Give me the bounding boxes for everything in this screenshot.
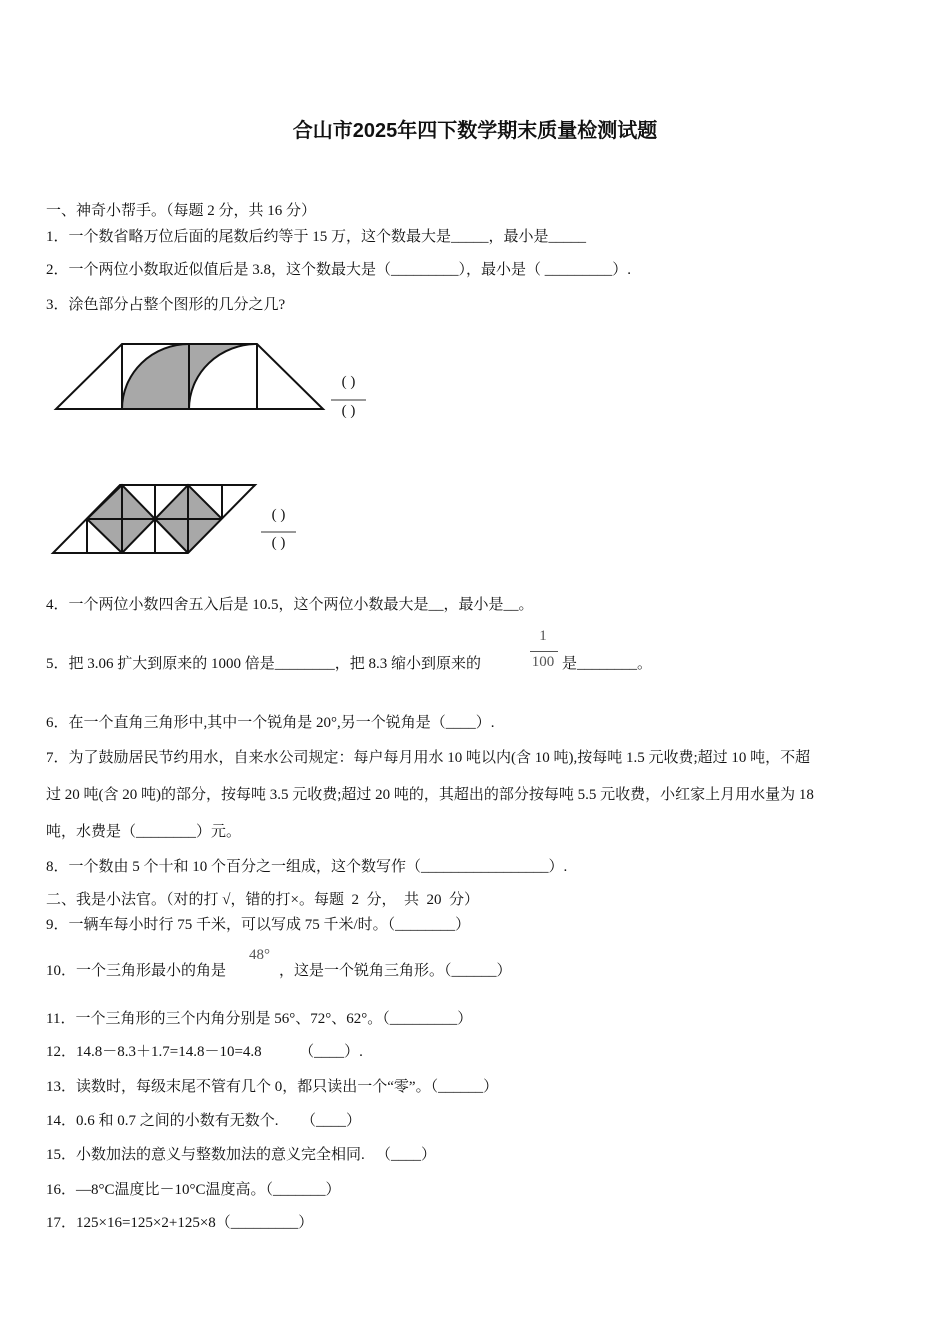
question-17: 17．125×16=125×2+125×8（_________）	[46, 1215, 314, 1231]
fraction-denominator: 100	[531, 654, 555, 670]
question-7-line-2: 过 20 吨(含 20 吨)的部分，按每吨 3.5 元收费;超过 20 吨的，其超出的部分按每吨 5.5 元收费，小红家上月用水量为 18	[46, 787, 814, 803]
question-4: 4．一个两位小数四舍五入后是 10.5，这个两位小数最大是__，最小是__。	[46, 597, 534, 613]
angle-48: 48°	[249, 947, 270, 963]
question-10-part-a: 10．一个三角形最小的角是	[46, 963, 227, 979]
question-10-part-b: ，这是一个锐角三角形。（______）	[279, 963, 512, 979]
figure-parallelogram-shaded	[0, 0, 950, 600]
question-7-line-1: 7．为了鼓励居民节约用水，自来水公司规定：每户每月用水 10 吨以内(含 10 吨),按每吨 1.5 元收费;超过 10 吨，不超	[46, 750, 811, 766]
question-12: 12．14.8－8.3＋1.7=14.8－10=4.8 （____）.	[46, 1044, 363, 1060]
question-16: 16．—8°C温度比－10°C温度高。（_______）	[46, 1182, 341, 1198]
question-11: 11．一个三角形的三个内角分别是 56°、72°、62°。（_________）	[46, 1011, 473, 1027]
section-1-heading: 一、神奇小帮手。（每题 2 分，共 16 分）	[46, 203, 317, 219]
fraction-2-denominator[interactable]: ( )	[271, 535, 286, 551]
question-3: 3．涂色部分占整个图形的几分之几?	[46, 297, 286, 313]
question-9: 9．一辆车每小时行 75 千米，可以写成 75 千米/时。（________）	[46, 917, 471, 933]
question-8: 8．一个数由 5 个十和 10 个百分之一组成，这个数写作（_________________）.	[46, 859, 568, 875]
question-2: 2．一个两位小数取近似值后是 3.8，这个数最大是（_________），最小是（ _________）.	[46, 262, 632, 278]
question-14: 14．0.6 和 0.7 之间的小数有无数个. （____）	[46, 1113, 362, 1129]
fraction-1-denominator[interactable]: ( )	[341, 403, 356, 419]
question-1: 1．一个数省略万位后面的尾数后约等于 15 万，这个数最大是_____，最小是_____	[46, 229, 587, 245]
question-5-part-b: 是________。	[562, 656, 653, 672]
question-10	[46, 961, 226, 981]
fraction-2-numerator[interactable]: ( )	[271, 507, 286, 523]
question-6: 6．在一个直角三角形中,其中一个锐角是 20°,另一个锐角是（____）.	[46, 715, 495, 731]
question-7-line-3: 吨，水费是（________）元。	[46, 824, 242, 840]
question-5-part-a: 5．把 3.06 扩大到原来的 1000 倍是________，把 8.3 缩小到原来的	[46, 656, 482, 672]
question-13: 13．读数时，每级末尾不管有几个 0，都只读出一个“零”。（______）	[46, 1079, 499, 1095]
fraction-bar	[530, 651, 558, 652]
page-title: 合山市2025年四下数学期末质量检测试题	[292, 120, 658, 142]
fraction-numerator: 1	[539, 628, 547, 644]
section-2-heading: 二、我是小法官。（对的打 √，错的打×。每题 2 分， 共 20 分）	[46, 892, 479, 908]
question-5	[46, 654, 481, 674]
question-15: 15．小数加法的意义与整数加法的意义完全相同. （____）	[46, 1147, 437, 1163]
fraction-1-numerator[interactable]: ( )	[341, 374, 356, 390]
